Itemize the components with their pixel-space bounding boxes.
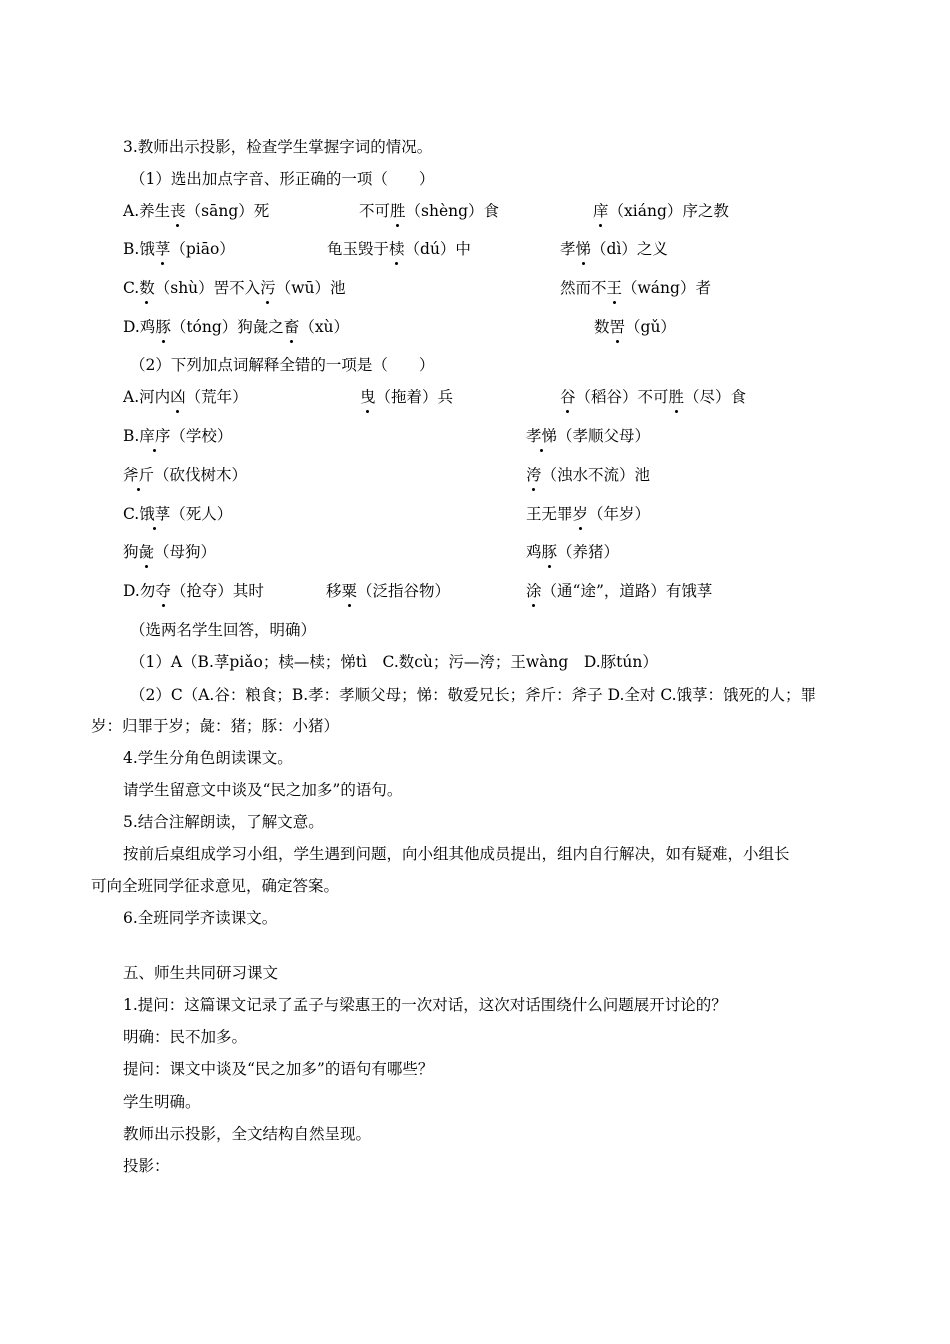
student-answer: 学生明确。 [123, 1093, 201, 1111]
step-5-body-cont: 可向全班同学征求意见，确定答案。 [91, 877, 340, 895]
step-3-heading: 3.教师出示投影，检查学生掌握字词的情况。 [123, 138, 433, 156]
answer-2-cont: 岁：归罪于岁；彘：猪；豚：小猪） [91, 717, 340, 735]
projection-label: 投影： [123, 1157, 170, 1175]
section-5-title: 五、师生共同研习课文 [123, 964, 279, 982]
step-4-heading: 4.学生分角色朗读课文。 [123, 749, 293, 767]
q1-b-item-2: 龟玉毁于椟（dú）中 [327, 240, 471, 258]
q1-d-item-2: 数罟（gǔ） [594, 318, 676, 336]
answer-1: （1）A（B.莩piǎo；椟—椟；悌tì C.数cù；污—洿；王wàng D.豚tún） [130, 653, 658, 671]
question-2: （2）下列加点词解释全错的一项是（ ） [130, 356, 435, 374]
q1-d-item-1: D.鸡豚（tóng）狗彘之畜（xù） [123, 318, 350, 336]
q2-a-item-1: A.河内凶（荒年） [123, 388, 248, 406]
q2-c-item-2: 王无罪岁（年岁） [526, 505, 651, 523]
step-6-heading: 6.全班同学齐读课文。 [123, 909, 278, 927]
q2-a-item-2: 曳（拖着）兵 [360, 388, 454, 406]
q1-c-item-2: 然而不王（wáng）者 [560, 279, 711, 297]
question-topic: 1.提问：这篇课文记录了孟子与梁惠王的一次对话，这次对话围绕什么问题展开讨论的？ [123, 996, 727, 1014]
q2-b-item-4: 洿（浊水不流）池 [526, 466, 651, 484]
answer-topic: 明确：民不加多。 [123, 1028, 248, 1046]
teacher-projection: 教师出示投影，全文结构自然呈现。 [123, 1125, 372, 1143]
q2-b-item-3: 斧斤（砍伐树木） [123, 466, 248, 484]
q2-d-item-3: 涂（通“途”，道路）有饿莩 [526, 582, 713, 600]
answer-intro: （选两名学生回答，明确） [130, 621, 317, 639]
q2-c-item-3: 狗彘（母狗） [123, 543, 217, 561]
step-5-body: 按前后桌组成学习小组，学生遇到问题，向小组其他成员提出，组内自行解决，如有疑难，小组长 [123, 845, 790, 863]
q1-b-item-1: B.饿莩（piāo） [123, 240, 235, 258]
q2-c-item-4: 鸡豚（养猪） [526, 543, 620, 561]
q2-d-item-2: 移粟（泛指谷物） [326, 582, 451, 600]
q2-d-item-1: D.勿夺（抢夺）其时 [123, 582, 264, 600]
question-1: （1）选出加点字音、形正确的一项（ ） [130, 170, 435, 188]
step-5-heading: 5.结合注解朗读，了解文意。 [123, 813, 324, 831]
q1-a-item-2: 不可胜（shèng）食 [359, 202, 500, 220]
q1-a-item-3: 庠（xiáng）序之教 [593, 202, 729, 220]
answer-2: （2）C（A.谷：粮食；B.孝：孝顺父母；悌：敬爱兄长；斧斤：斧子 D.全对 C.饿莩：饿死的人；罪 [130, 686, 817, 704]
step-4-body: 请学生留意文中谈及“民之加多”的语句。 [123, 781, 403, 799]
q1-a-item-1: A.养生丧（sāng）死 [123, 202, 270, 220]
q2-b-item-2: 孝悌（孝顺父母） [526, 427, 651, 445]
q2-c-item-1: C.饿莩（死人） [123, 505, 233, 523]
q2-b-item-1: B.庠序（学校） [123, 427, 233, 445]
q1-c-item-1: C.数（shù）罟不入污（wū）池 [123, 279, 346, 297]
q2-a-item-3: 谷（稻谷）不可胜（尽）食 [560, 388, 747, 406]
question-sentences: 提问：课文中谈及“民之加多”的语句有哪些？ [123, 1060, 434, 1078]
q1-b-item-3: 孝悌（dì）之义 [560, 240, 668, 258]
